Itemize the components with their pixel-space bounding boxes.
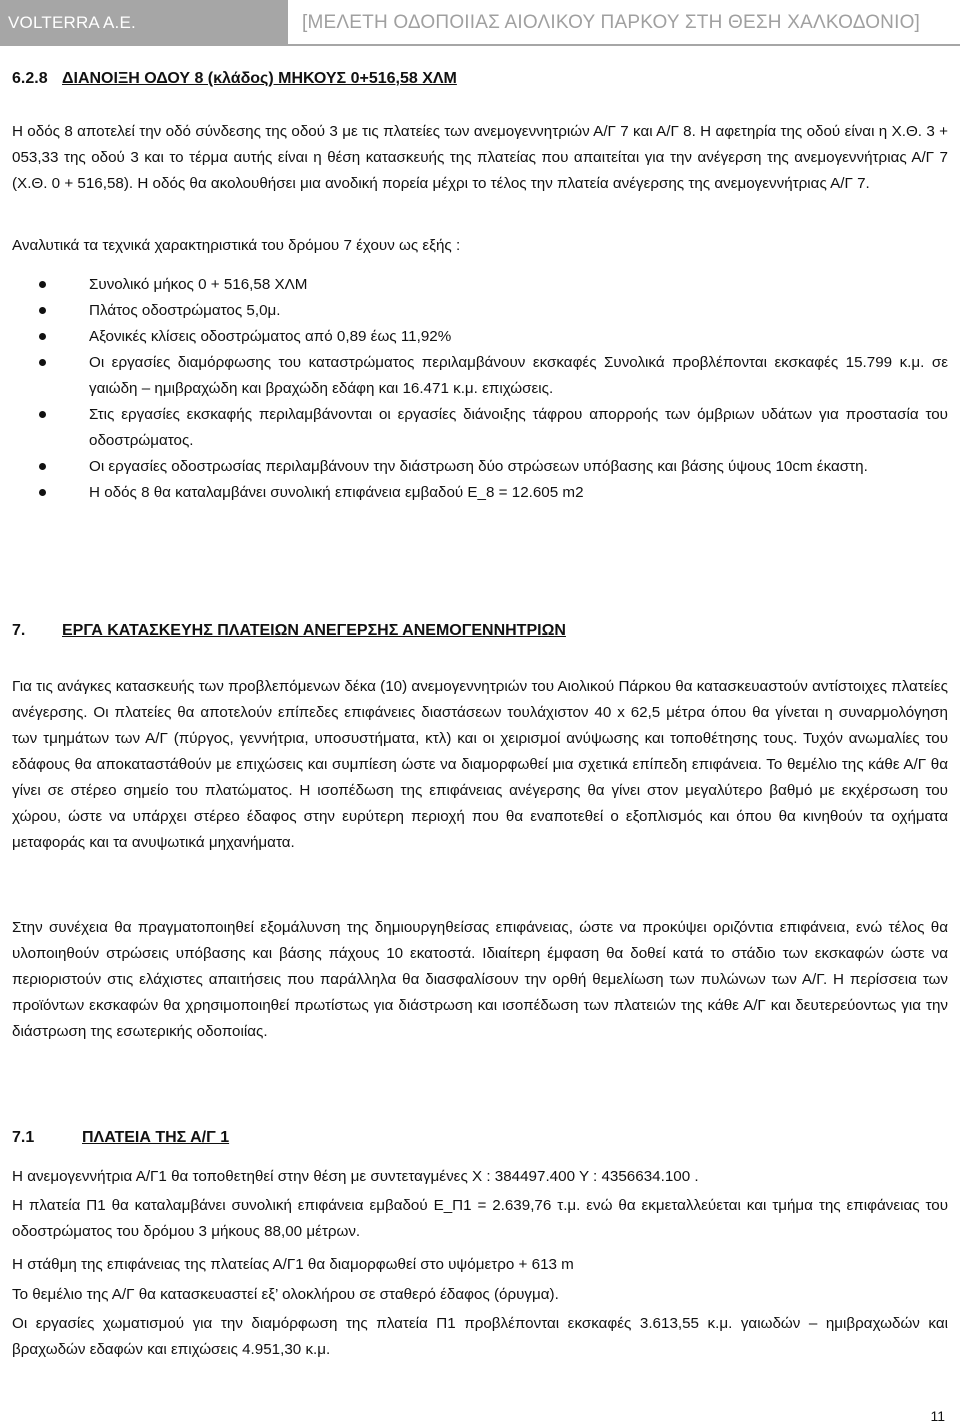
section-title: ΠΛΑΤΕΙΑ ΤΗΣ Α/Γ 1 [82, 1129, 230, 1146]
section-title: ΔΙΑΝΟΙΞΗ ΟΔΟΥ 8 (κλάδος) ΜΗΚΟΥΣ 0+516,58 ΧΛΜ [62, 70, 457, 87]
list-item [12, 324, 948, 350]
paragraph: Οι εργασίες χωματισμού για την διαμόρφωση της πλατεία Π1 προβλέπονται εκσκαφές 3.613,55 κ.μ. γαιωδών – ημιβραχωδών και βραχωδών εδαφών και επιχώσεις 4.951,30 κ.μ. [12, 1315, 948, 1358]
list-item-text: Πλάτος οδοστρώματος 5,0μ. [89, 302, 281, 319]
bullet-icon [39, 307, 46, 314]
page-number: 11 [930, 1408, 945, 1424]
section-heading-7-1 [12, 1129, 229, 1147]
paragraph: Για τις ανάγκες κατασκευής των προβλεπόμενων δέκα (10) ανεμογεννητριών του Αιολικού Πάρκου θα κατασκευαστούν αντίστοιχες πλατείες ανέγερσης. Οι πλατείες θα αποτελούν επίπεδες επιφάνειες διαστάσεων τουλάχιστον 40 x 62,5 μέτρα όπου θα γίνεται η συναρμολόγηση των τμημάτων των Α/Γ (πύργος, γεννήτρια, υποσυστήματα, κτλ) και οι χειρισμοί ανύψωσης και τοποθέτησης τους. Τυχόν ανωμαλίες του εδάφους θα αποκαταστάθούν με επιχώσεις και συμπίεση ώστε να διαμορφωθεί μια σχετικά επίπεδη επιφάνεια. Το θεμέλιο της κάθε Α/Γ θα γίνει σε στέρεο σημείο του πλατώματος. Η ισοπέδωση της επιφάνειας ανέγερσης θα γίνει στον μεγαλύτερο βαθμό με εκχέρσωση του χώρου, ώστε να υπάρχει στέρεο έδαφος στην ευρύτερη περιοχή που θα εναποτεθεί ο εξοπλισμός και όπου θα κινηθούν τα οχήματα μεταφοράς και τα ανυψωτικά μηχανήματα. [12, 678, 948, 851]
section-heading-6-2-8 [12, 70, 457, 88]
paragraph: Η πλατεία Π1 θα καταλαμβάνει συνολική επιφάνεια εμβαδού Ε_Π1 = 2.639,76 τ.μ. ενώ θα εκμεταλλεύεται και τμήμα της επιφάνειας του οδοστρώματος του δρόμου 3 μήκους 88,00 μέτρων. [12, 1197, 948, 1240]
bullet-icon [39, 333, 46, 340]
list-item [12, 272, 948, 298]
list-item-text: Οι εργασίες διαμόρφωσης του καταστρώματος περιλαμβάνουν εκσκαφές Συνολικά προβλέπονται εκσκαφές 15.799 κ.μ. σε γαιώδη – ημιβραχώδη και βραχώδη εδάφη και 16.471 κ.μ. επιχώσεις. [89, 354, 948, 397]
list-item [12, 298, 948, 324]
paragraph: Η οδός 8 αποτελεί την οδό σύνδεσης της οδού 3 με τις πλατείες των ανεμογεννητριών Α/Γ 7 και Α/Γ 8. Η αφετηρία της οδού είναι η Χ.Θ. 3 + 053,33 της οδού 3 και το τέρμα αυτής είναι η θέση κατασκευής της πλατείας που απαιτείται για την ανέγερση της ανεμογεννήτριας Α/Γ 7 (Χ.Θ. 0 + 516,58). Η οδός θα ακολουθήσει μια ανοδική πορεία μέχρι το τέλος την πλατεία ανέγερσης της ανεμογεννήτριας Α/Γ 7. [12, 123, 948, 192]
list-item-text: Συνολικό μήκος 0 + 516,58 ΧΛΜ [89, 276, 308, 293]
list-item [12, 454, 948, 480]
text-line: Η ανεμογεννήτρια Α/Γ1 θα τοποθετηθεί στην θέση με συντεταγμένες Χ : 384497.400 Υ : 4356634.100 . [12, 1168, 699, 1185]
header-title: [ΜΕΛΕΤΗ ΟΔΟΠΟΙΙΑΣ ΑΙΟΛΙΚΟΥ ΠΑΡΚΟΥ ΣΤΗ ΘΕΣΗ ΧΑΛΚΟΔΟΝΙΟ] [288, 0, 960, 46]
bullet-icon [39, 359, 46, 366]
bullet-icon [39, 411, 46, 418]
text-line: Η στάθμη της επιφάνειας της πλατείας Α/Γ1 θα διαμορφωθεί στο υψόμετρο + 613 m [12, 1256, 574, 1273]
list-item-text: Στις εργασίες εκσκαφής περιλαμβάνονται οι εργασίες διάνοιξης τάφρου απορροής των όμβριων υδάτων για προστασία του οδοστρώματος. [89, 406, 948, 449]
bullet-icon [39, 489, 46, 496]
section-number: 6.2.8 [12, 70, 48, 87]
header-company: VOLTERRA A.E. [0, 0, 288, 46]
list-item-text: Αξονικές κλίσεις οδοστρώματος από 0,89 έως 11,92% [89, 328, 452, 345]
section-number: 7. [12, 622, 26, 639]
bullet-list [12, 272, 948, 506]
bullet-icon [39, 463, 46, 470]
list-item [12, 350, 948, 402]
list-item-text: Οι εργασίες οδοστρωσίας περιλαμβάνουν την διάστρωση δύο στρώσεων υπόβασης και βάσης ύψους 10cm έκαστη. [89, 458, 868, 475]
list-item [12, 480, 948, 506]
paragraph: Στην συνέχεια θα πραγματοποιηθεί εξομάλυνση της δημιουργηθείσας επιφάνειας, ώστε να προκύψει οριζόντια επιφάνεια, ενώ τέλος θα υλοποιηθούν στρώσεις υπόβασης και βάσης πάχους 10 εκατοστά. Ιδιαίτερη έμφαση θα δοθεί κατά το στάδιο των εκσκαφών ώστε να περιοριστούν στις ελάχιστες απαιτήσεις που παράλληλα θα διασφαλίσουν την ορθή θεμελίωση των πυλώνων των Α/Γ. Η περίσσεια των προϊόντων εκσκαφών θα χρησιμοποιηθεί πρωτίστως για διάστρωση και ισοπέδωση των πλατειών της κάθε Α/Γ και δευτερεύοντως για την διάστρωση της εσωτερικής οδοποιίας. [12, 919, 948, 1040]
paragraph: Αναλυτικά τα τεχνικά χαρακτηριστικά του δρόμου 7 έχουν ως εξής : [12, 237, 461, 254]
page-header [0, 0, 960, 46]
section-title: ΕΡΓΑ ΚΑΤΑΣΚΕΥΗΣ ΠΛΑΤΕΙΩΝ ΑΝΕΓΕΡΣΗΣ ΑΝΕΜΟΓΕΝΝΗΤΡΙΩΝ [62, 622, 566, 639]
list-item-text: Η οδός 8 θα καταλαμβάνει συνολική επιφάνεια εμβαδού Ε_8 = 12.605 m2 [89, 484, 584, 501]
list-item [12, 402, 948, 454]
text-line: Το θεμέλιο της Α/Γ θα κατασκευαστεί εξ’ ολοκλήρου σε σταθερό έδαφος (όρυγμα). [12, 1286, 559, 1303]
section-number: 7.1 [12, 1129, 35, 1146]
bullet-icon [39, 281, 46, 288]
section-heading-7 [12, 622, 566, 640]
